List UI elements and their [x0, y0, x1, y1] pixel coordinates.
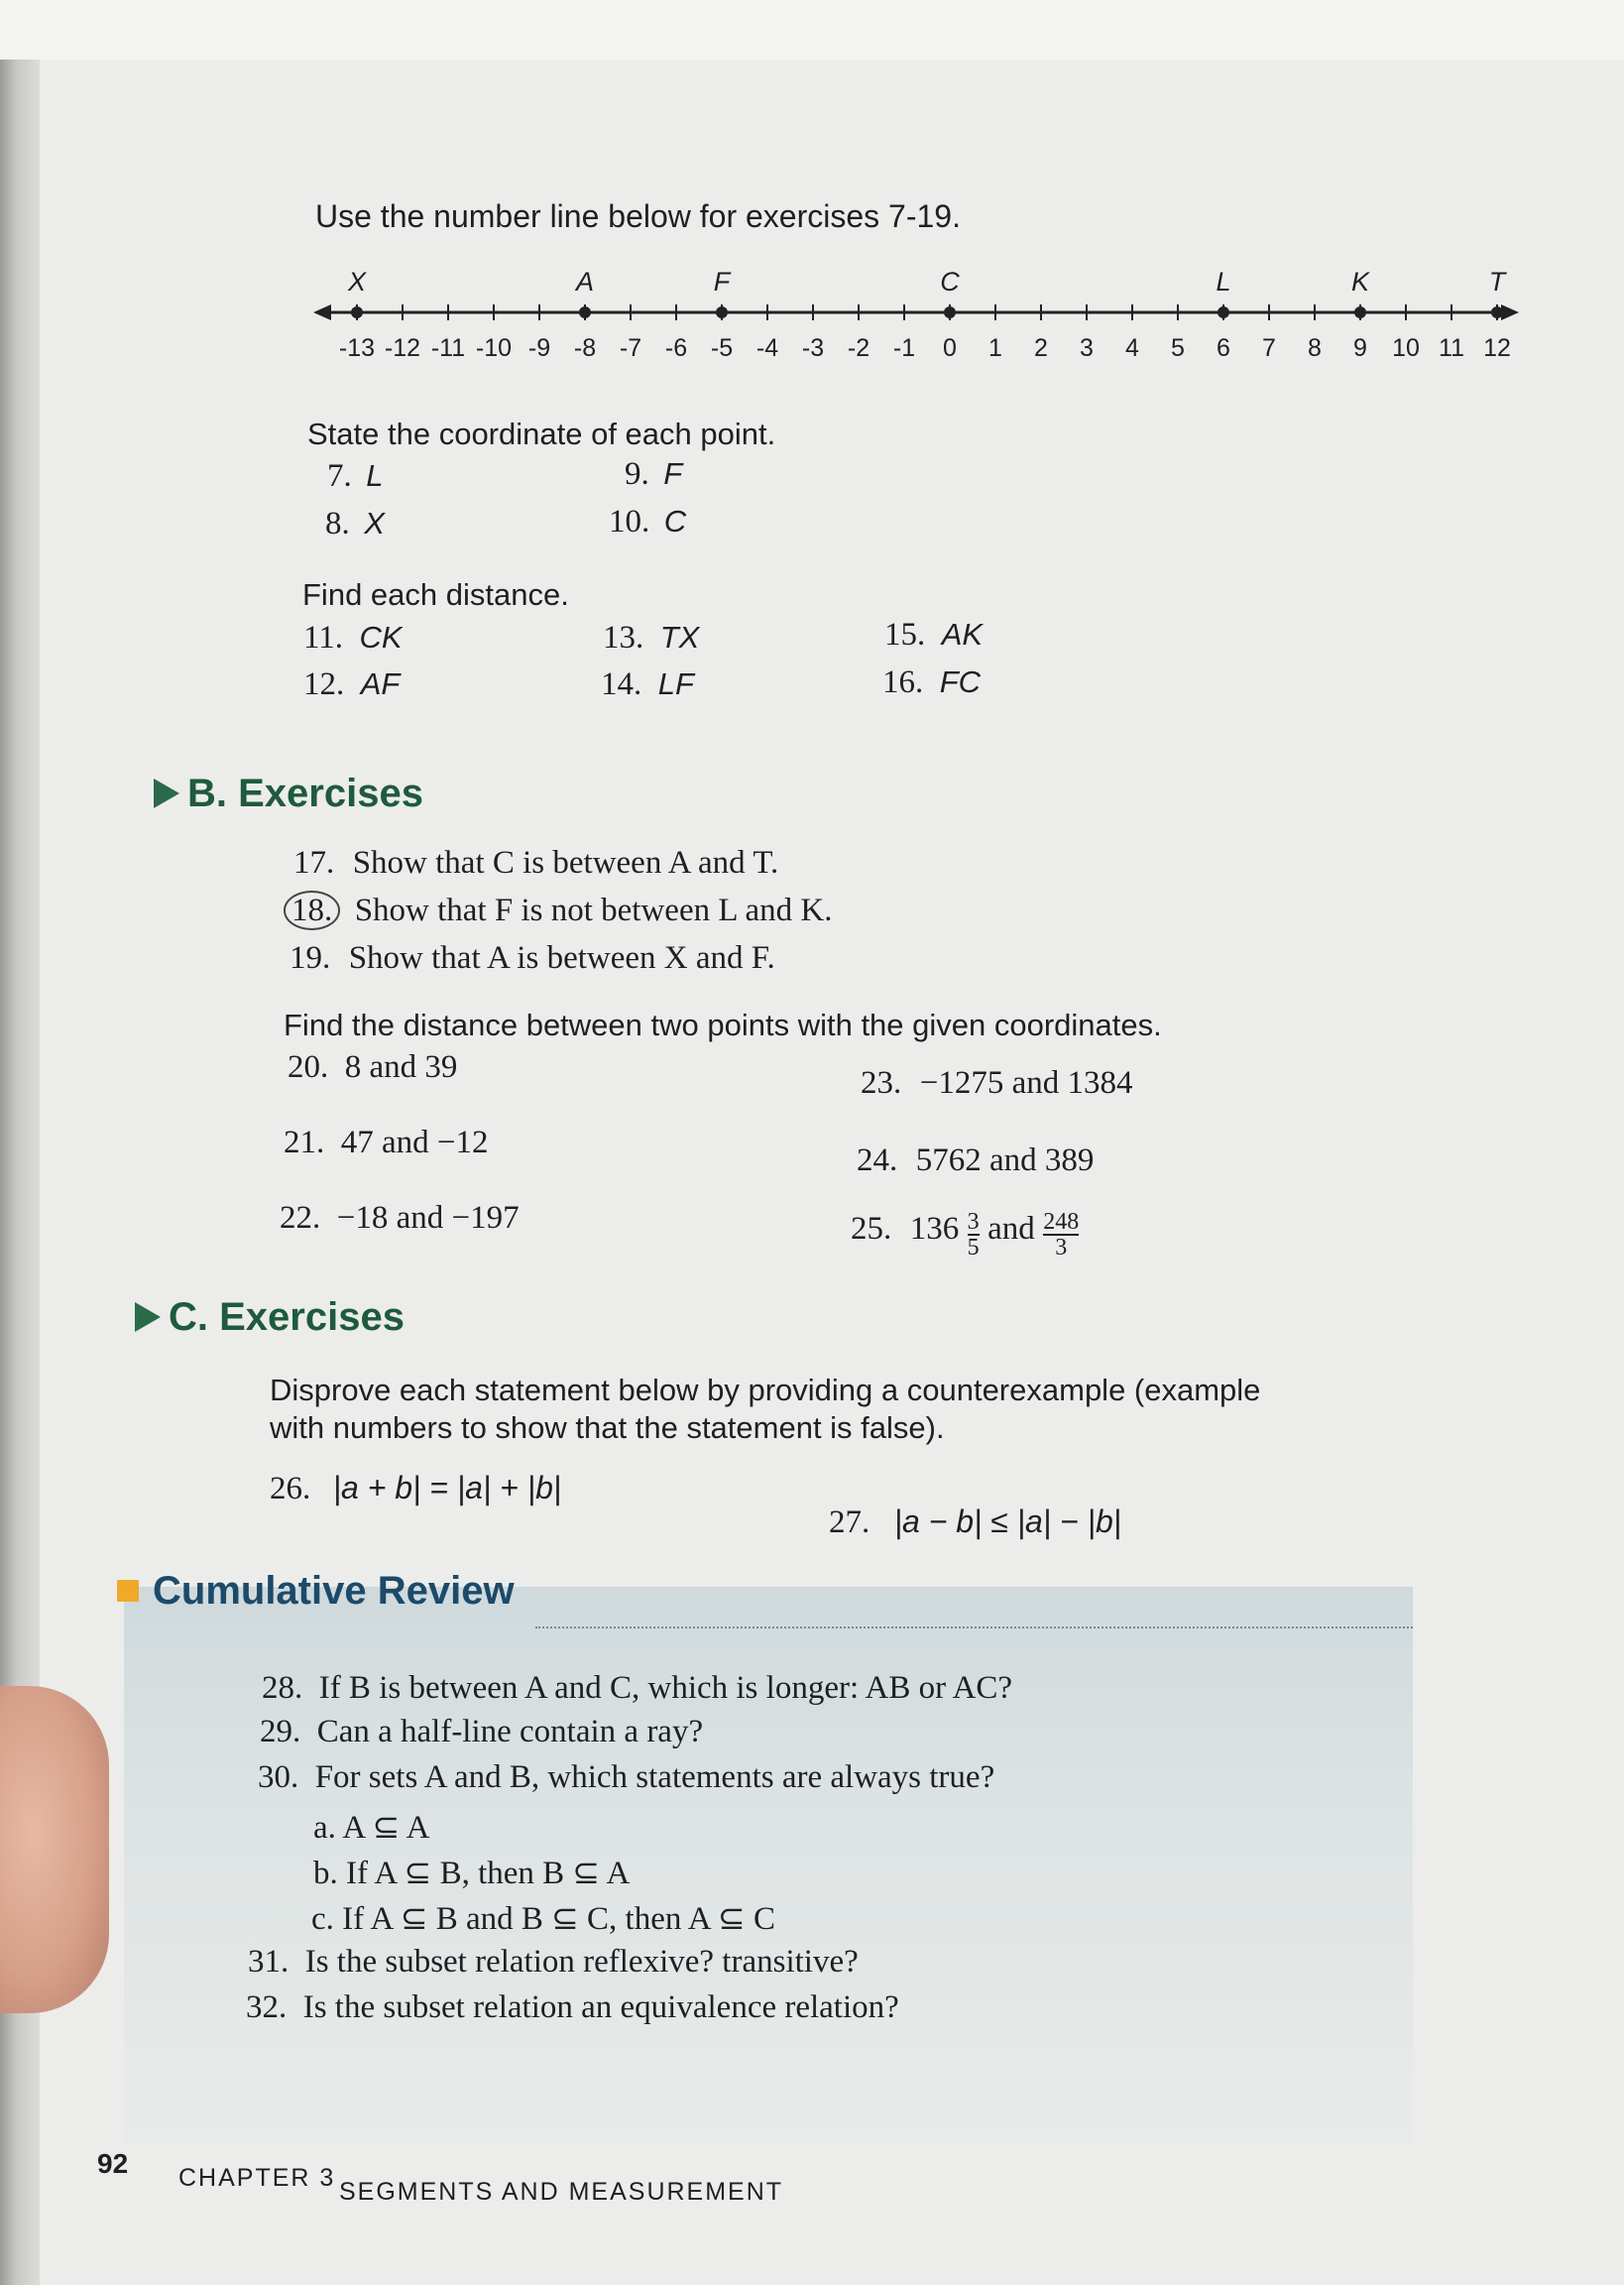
exercise-number: 7.: [327, 458, 352, 494]
point-label: T: [1488, 267, 1506, 297]
exercise-text: C: [663, 504, 687, 539]
counterexample-instruction-line1: Disprove each statement below by providing a counterexample (example: [270, 1373, 1261, 1407]
number-line-instruction: Use the number line below for exercises 7-19.: [315, 198, 961, 234]
tick-label: -13: [338, 334, 376, 357]
exercise-number: 15.: [884, 617, 926, 653]
exercise-31: [248, 1944, 859, 1981]
point-label: C: [940, 267, 960, 297]
exercise-27: [829, 1503, 1121, 1541]
tick-label: -10: [475, 334, 513, 357]
point-label: K: [1350, 267, 1370, 297]
exercise-number: 16.: [882, 664, 924, 700]
numerator: 248: [1043, 1209, 1080, 1235]
tick-label: 3: [1080, 334, 1094, 357]
cumulative-review-title: Cumulative Review: [153, 1569, 515, 1613]
section-b-heading: [154, 772, 423, 816]
exercise-text: CK: [359, 620, 403, 655]
denominator: 5: [967, 1235, 980, 1261]
triangle-marker-icon: [135, 1302, 161, 1332]
fraction-248-3: [1043, 1210, 1079, 1260]
point-marker: [716, 306, 728, 318]
exercise-26: [270, 1470, 561, 1507]
tick-label: -11: [430, 334, 466, 357]
exercise-number: 32.: [246, 1989, 288, 2025]
tick-label: 1: [988, 334, 1002, 357]
point-label: A: [575, 267, 595, 297]
distance-instruction: Find each distance.: [302, 577, 569, 612]
numerator: 3: [967, 1209, 980, 1235]
exercise-9: [625, 456, 682, 493]
exercise-24: [857, 1142, 1094, 1179]
exercise-18: [284, 893, 833, 929]
exercise-30c: c. If A ⊆ B and B ⊆ C, then A ⊆ C: [311, 1901, 775, 1937]
exercise-text: If B is between A and C, which is longer: AB or AC?: [318, 1670, 1013, 1706]
exercise-number: 14.: [601, 666, 642, 702]
tick-label: -1: [892, 334, 916, 357]
denominator: 3: [1055, 1235, 1068, 1261]
tick-label: 9: [1353, 334, 1367, 357]
exercise-30b: b. If A ⊆ B, then B ⊆ A: [313, 1856, 631, 1891]
page-number: 92: [97, 2148, 129, 2179]
coordinate-instruction: State the coordinate of each point.: [307, 417, 776, 451]
point-marker: [579, 306, 591, 318]
tick-label: -12: [384, 334, 421, 357]
counterexample-instruction-line2: with numbers to show that the statement is false).: [270, 1410, 945, 1445]
exercise-number: 24.: [857, 1142, 898, 1178]
triangle-marker-icon: [154, 779, 179, 808]
tick-label: -4: [755, 334, 779, 357]
exercise-text: AK: [941, 617, 984, 652]
exercise-text: Can a half-line contain a ray?: [316, 1714, 704, 1749]
exercise-text: L: [366, 458, 384, 493]
exercise-number: 19.: [290, 940, 331, 976]
exercise-16: [882, 664, 981, 701]
exercise-number: 20.: [288, 1049, 329, 1085]
cumulative-review-heading: [117, 1569, 515, 1614]
exercise-13: [603, 620, 699, 657]
left-arrow-icon: [313, 304, 331, 320]
exercise-number: 17.: [293, 845, 335, 881]
exercise-number: 31.: [248, 1944, 290, 1980]
exercise-text: 5762 and 389: [915, 1142, 1095, 1178]
exercise-number: 13.: [603, 620, 644, 656]
exercise-15: [884, 617, 983, 654]
exercise-text: Show that A is between X and F.: [348, 940, 775, 976]
point-marker: [1491, 306, 1503, 318]
exercise-19: [290, 940, 775, 977]
point-marker: [1354, 306, 1366, 318]
exercise-text: |a + b| = |a| + |b|: [332, 1470, 562, 1505]
point-marker: [944, 306, 956, 318]
tick-label: 2: [1034, 334, 1048, 357]
exercise-text: |a − b| ≤ |a| − |b|: [893, 1503, 1122, 1539]
exercise-28: [262, 1670, 1012, 1707]
tick-label: -8: [573, 334, 597, 357]
point-label: X: [347, 267, 367, 297]
exercise-29: [260, 1714, 703, 1750]
review-divider: [535, 1626, 1413, 1628]
exercise-23: [861, 1065, 1132, 1102]
exercise-32: [246, 1989, 899, 2026]
tick-label: -5: [710, 334, 734, 357]
tick-label: -9: [527, 334, 551, 357]
exercise-22: [280, 1200, 520, 1237]
tick-label: 12: [1483, 334, 1511, 357]
exercise-17: [293, 845, 778, 882]
exercise-text: TX: [659, 620, 700, 655]
number-line: [307, 248, 1527, 357]
point-marker: [1218, 306, 1229, 318]
exercise-30: [258, 1759, 994, 1796]
exercise-text: Show that F is not between L and K.: [354, 893, 833, 928]
exercise-number: 12.: [303, 666, 345, 702]
tick-label: 7: [1262, 334, 1276, 357]
exercise-text: −18 and −197: [336, 1200, 520, 1236]
mixed-number-whole: 136: [909, 1211, 960, 1248]
chapter-title: SEGMENTS AND MEASUREMENT: [339, 2178, 784, 2206]
tick-label: 11: [1439, 334, 1464, 357]
exercise-number: 9.: [625, 456, 649, 492]
point-label: L: [1216, 267, 1231, 297]
tick-label: -2: [847, 334, 870, 357]
tick-label: 0: [943, 334, 957, 357]
thumb-photo-element: [0, 1686, 109, 2013]
exercise-text: FC: [939, 664, 982, 699]
exercise-25: [851, 1210, 1083, 1260]
right-arrow-icon: [1501, 304, 1519, 320]
exercise-14: [601, 666, 694, 703]
exercise-10: [609, 504, 686, 541]
exercise-text: Is the subset relation an equivalence relation?: [302, 1989, 899, 2025]
exercise-text: F: [663, 456, 683, 491]
section-b-title: B. Exercises: [187, 772, 423, 815]
section-c-title: C. Exercises: [169, 1295, 405, 1339]
tick-label: 6: [1217, 334, 1230, 357]
exercise-number: 28.: [262, 1670, 303, 1706]
chapter-label: CHAPTER 3: [178, 2164, 336, 2192]
tick-label: -3: [801, 334, 825, 357]
conjunction: and: [987, 1211, 1035, 1248]
tick-label: 5: [1171, 334, 1185, 357]
exercise-number: 22.: [280, 1200, 321, 1236]
point-marker: [351, 306, 363, 318]
exercise-number: 30.: [258, 1759, 299, 1795]
distance-coordinates-instruction: Find the distance between two points with the given coordinates.: [284, 1008, 1162, 1042]
exercise-number: 23.: [861, 1065, 902, 1101]
desk-background: [0, 0, 1624, 60]
tick-label: 8: [1308, 334, 1322, 357]
exercise-text: Is the subset relation reflexive? transitive?: [304, 1944, 859, 1980]
exercise-number: 26.: [270, 1471, 311, 1506]
exercise-number: 18.: [284, 891, 340, 930]
number-line-group: [313, 267, 1519, 357]
exercise-30a: a. A ⊆ A: [313, 1810, 430, 1846]
tick-label: -7: [619, 334, 642, 357]
exercise-text: Show that C is between A and T.: [352, 845, 779, 881]
point-label: F: [713, 267, 731, 297]
exercise-text: AF: [360, 666, 401, 701]
exercise-number: 27.: [829, 1504, 870, 1540]
exercise-text: −1275 and 1384: [919, 1065, 1133, 1101]
tick-label: 10: [1392, 334, 1420, 357]
exercise-11: [303, 620, 403, 657]
exercise-text: 8 and 39: [344, 1049, 458, 1085]
exercise-number: 29.: [260, 1714, 301, 1749]
exercise-8: [325, 506, 385, 542]
exercise-number: 25.: [851, 1211, 892, 1248]
exercise-number: 21.: [284, 1125, 325, 1160]
exercise-text: X: [364, 506, 385, 541]
fraction-3-5: [968, 1210, 980, 1260]
exercise-text: LF: [657, 666, 694, 701]
orange-square-icon: [117, 1580, 139, 1602]
exercise-number: 8.: [325, 506, 350, 541]
tick-label: -6: [664, 334, 688, 357]
section-c-heading: [135, 1295, 405, 1340]
tick-label: 4: [1125, 334, 1139, 357]
exercise-7: [327, 458, 383, 495]
exercise-number: 11.: [303, 620, 344, 656]
exercise-text: 47 and −12: [340, 1125, 489, 1160]
exercise-text: For sets A and B, which statements are always true?: [314, 1759, 995, 1795]
exercise-number: 10.: [609, 504, 650, 540]
exercise-20: [288, 1049, 457, 1086]
exercise-21: [284, 1125, 488, 1161]
exercise-12: [303, 666, 400, 703]
